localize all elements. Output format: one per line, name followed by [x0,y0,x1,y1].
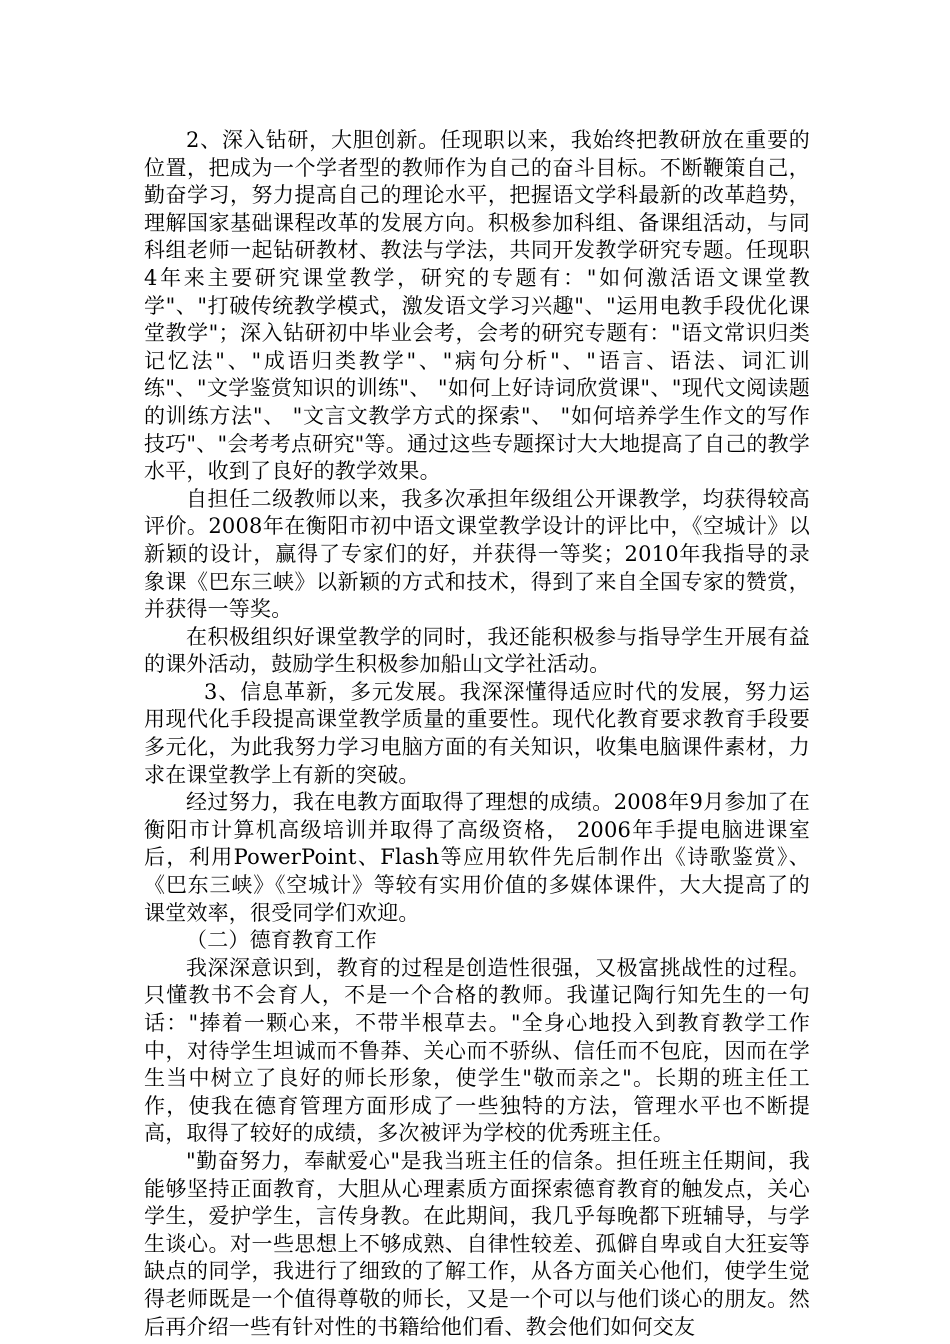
paragraph-information-innovation: 3、信息革新，多元发展。我深深懂得适应时代的发展，努力运用现代化手段提高课堂教学质量的重要性。现代化教育要求教育手段要多元化，为此我努力学习电脑方面的有关知识，收集电脑课件素材，力求在课堂教学上有新的突破。 [144,679,810,787]
paragraph-class-teacher: "勤奋努力，奉献爱心"是我当班主任的信条。担任班主任期间，我能够坚持正面教育，大胆从心理素质方面探索德育教育的触发点，关心学生，爱护学生，言传身教。在此期间，我几乎每晚都下班辅导，与学生谈心。对一些思想上不够成熟、自律性较差、孤僻自卑或自大狂妄等缺点的同学，我进行了细致的了解工作，从各方面关心他们，使学生觉得老师既是一个值得尊敬的师长，又是一个可以与他们谈心的朋友。然后再介绍一些有针对性的书籍给他们看、教会他们如何交友 [144,1148,810,1339]
paragraph-multimedia-results: 经过努力，我在电教方面取得了理想的成绩。2008年9月参加了在衡阳市计算机高级培训并取得了高级资格， 2006年手提电脑进课室后，利用PowerPoint、Flash等应用软件先后制作出《诗歌鉴赏》、《巴东三峡》《空城计》等较有实用价值的多媒体课件，大大提高了的课堂效率，很受同学们欢迎。 [144,790,810,925]
paragraph-open-classes: 自担任二级教师以来，我多次承担年级组公开课教学，均获得较高评价。2008年在衡阳市初中语文课堂教学设计的评比中，《空城计》以新颖的设计，赢得了专家们的好，并获得一等奖；2010年我指导的录象课《巴东三峡》以新颖的方式和技术，得到了来自全国专家的赞赏，并获得一等奖。 [144,486,810,622]
paragraph-extracurricular: 在积极组织好课堂教学的同时，我还能积极参与指导学生开展有益的课外活动，鼓励学生积极参加船山文学社活动。 [144,624,810,677]
paragraph-research: 2、深入钻研，大胆创新。任现职以来，我始终把教研放在重要的位置，把成为一个学者型的教师作为自己的奋斗目标。不断鞭策自己，勤奋学习，努力提高自己的理论水平，把握语文学科最新的改革趋势，理解国家基础课程改革的发展方向。积极参加科组、备课组活动，与同科组老师一起钻研教材、教法与学法，共同开发教学研究专题。任现职4年来主要研究课堂教学，研究的专题有："如何激活语文课堂教学"、"打破传统教学模式，激发语文学习兴趣"、"运用电教手段优化课堂教学"；深入钻研初中毕业会考，会考的研究专题有："语文常识归类记忆法"、"成语归类教学"、"病句分析"、"语言、语法、词汇训练"、"文学鉴赏知识的训练"、 "如何上好诗词欣赏课"、"现代文阅读题的训练方法"、 "文言文教学方式的探索"、 "如何培养学生作文的写作技巧"、"会考考点研究"等。通过这些专题探讨大大地提高了自己的教学水平，收到了良好的教学效果。 [144,128,810,484]
paragraph-moral-education: 我深深意识到，教育的过程是创造性很强，又极富挑战性的过程。只懂教书不会育人，不是一个合格的教师。我谨记陶行知先生的一句话："捧着一颗心来，不带半根草去。"全身心地投入到教育教学工作中，对待学生坦诚而不鲁莽、关心而不骄纵、信任而不包庇，因而在学生当中树立了良好的师长形象，使学生"敬而亲之"。长期的班主任工作，使我在德育管理方面形成了一些独特的方法，管理水平也不断提高，取得了较好的成绩，多次被评为学校的优秀班主任。 [144,955,810,1146]
document-body [144,127,810,1341]
section-heading-moral-education: （二）德育教育工作 [186,928,377,953]
